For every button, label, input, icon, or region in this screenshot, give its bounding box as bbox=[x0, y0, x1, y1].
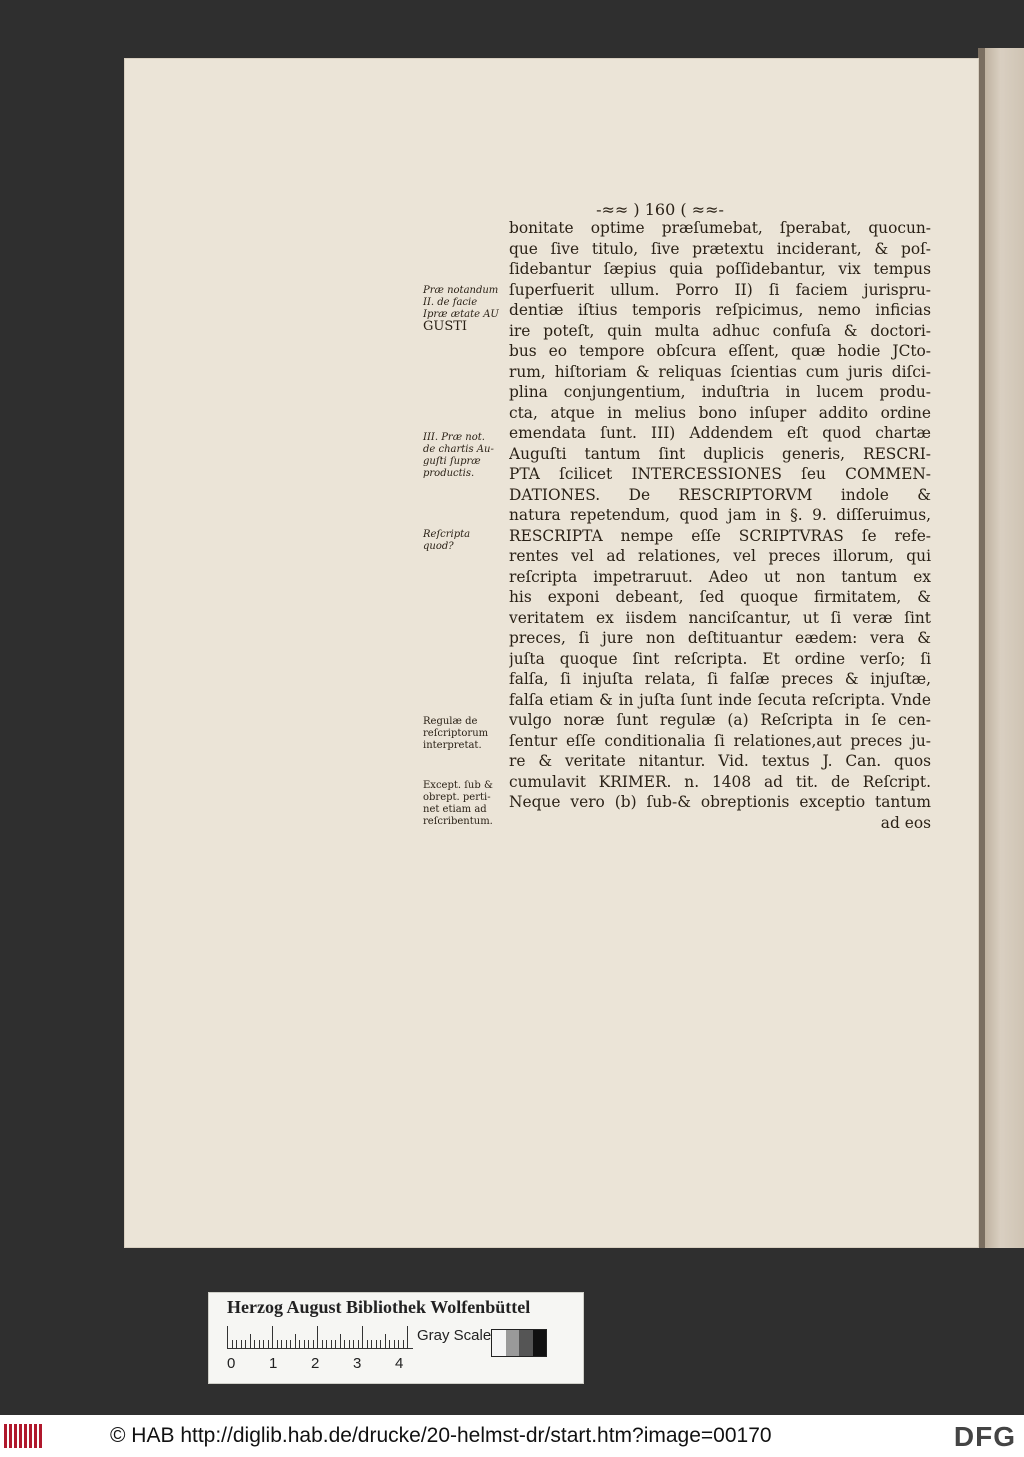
margin-note-line: Ipræ ætate AU bbox=[423, 309, 499, 320]
margin-note-line: reſcriptorum bbox=[423, 728, 489, 739]
ruler-tick bbox=[313, 1340, 314, 1348]
ruler-tick bbox=[358, 1340, 359, 1348]
ruler-tick bbox=[317, 1326, 318, 1348]
ruler-tick bbox=[403, 1340, 404, 1348]
ruler-number: 0 bbox=[227, 1355, 236, 1372]
margin-note-line: quod? bbox=[423, 541, 454, 552]
ruler-tick bbox=[299, 1340, 300, 1348]
ruler-tick bbox=[304, 1340, 305, 1348]
adjacent-page-strip bbox=[985, 48, 1024, 1248]
text-line: his exponi debeant, ſed quoque firmitatem, & bbox=[509, 588, 931, 606]
ruler-number: 1 bbox=[269, 1355, 278, 1372]
ruler-tick bbox=[286, 1340, 287, 1348]
margin-note-line: obrept. perti- bbox=[423, 792, 491, 803]
text-line: natura repetendum, quod jam in §. 9. diſſeruimus, bbox=[509, 506, 931, 524]
text-line: juſta quoque ſint reſcripta. Et ordine verſo; ſi bbox=[509, 649, 931, 668]
text-line: DATIONES. De RESCRIPTORVM indole & bbox=[509, 485, 931, 504]
ruler-tick bbox=[371, 1340, 372, 1348]
text-line: ſentur eſſe conditionalia ſi relationes,aut preces ju- bbox=[509, 731, 931, 750]
ruler-tick bbox=[362, 1326, 363, 1348]
text-line: cumulavit KRIMER. n. 1408 ad tit. de Reſcript. bbox=[509, 772, 931, 791]
ruler-tick bbox=[232, 1340, 233, 1348]
text-line: rentes vel ad relationes, vel preces illorum, qui bbox=[509, 547, 931, 565]
margin-note-line: net etiam ad bbox=[423, 804, 487, 815]
main-text-column bbox=[509, 218, 931, 833]
ruler-number: 3 bbox=[353, 1355, 362, 1372]
gray-scale-label: Gray Scale bbox=[417, 1327, 492, 1344]
text-line: bonitate optime præſumebat, ſperabat, quocun- bbox=[509, 219, 931, 237]
text-line: plina conjungentium, induſtria in lucem produ- bbox=[509, 383, 931, 401]
ruler-tick bbox=[394, 1340, 395, 1348]
ruler-tick bbox=[272, 1326, 273, 1348]
margin-note-line: III. Præ not. bbox=[423, 432, 485, 443]
ruler-number: 2 bbox=[311, 1355, 320, 1372]
ruler-tick bbox=[353, 1340, 354, 1348]
ruler-tick bbox=[254, 1340, 255, 1348]
text-line: Auguſti tantum ſint duplicis generis, RESCRI- bbox=[509, 444, 931, 463]
gray-swatch bbox=[506, 1330, 520, 1356]
margin-note-line: guſti ſupræ bbox=[423, 456, 481, 467]
ruler-tick bbox=[385, 1334, 386, 1348]
margin-note-line: Except. ſub & bbox=[423, 780, 493, 791]
gray-swatch bbox=[519, 1330, 533, 1356]
text-line: ſuperfuerit ullum. Porro II) ſi faciem jurispru- bbox=[509, 280, 931, 299]
text-line: RESCRIPTA nempe eſſe SCRIPTVRAS ſe refe- bbox=[509, 526, 931, 545]
ruler-tick bbox=[263, 1340, 264, 1348]
text-line: re & veritate nitantur. Vid. textus J. Can. quos bbox=[509, 752, 931, 770]
gray-swatch bbox=[492, 1330, 506, 1356]
ruler-tick bbox=[322, 1340, 323, 1348]
text-line: emendata ſunt. III) Addendem eſt quod chartæ bbox=[509, 424, 931, 442]
margin-note-line: interpretat. bbox=[423, 740, 482, 751]
ruler-tick bbox=[295, 1334, 296, 1348]
text-line: ad eos bbox=[880, 813, 931, 832]
margin-note-line: de chartis Au- bbox=[423, 444, 494, 455]
ruler-tick bbox=[407, 1326, 408, 1348]
text-line: ſidebantur ſæpius quia poſſidebantur, vix tempus bbox=[509, 260, 931, 278]
hab-barcode-logo-icon bbox=[4, 1421, 50, 1451]
margin-note-line: reſcribentum. bbox=[423, 816, 493, 827]
margin-note-line: productis. bbox=[423, 468, 475, 479]
dfg-logo: DFG bbox=[953, 1421, 1016, 1452]
library-name: Herzog August Bibliothek Wolfenbüttel bbox=[227, 1297, 531, 1317]
text-line: dentiæ iſtius temporis reſpicimus, nemo inficias bbox=[509, 301, 931, 319]
ruler-tick bbox=[326, 1340, 327, 1348]
ruler-tick bbox=[398, 1340, 399, 1348]
ruler-tick bbox=[349, 1340, 350, 1348]
gray-swatch bbox=[533, 1330, 547, 1356]
ruler-tick bbox=[241, 1340, 242, 1348]
ruler-tick bbox=[389, 1340, 390, 1348]
text-line: Neque vero (b) ſub-& obreptionis exceptio tantum bbox=[509, 793, 931, 811]
margin-note-prae-notandum bbox=[423, 285, 509, 333]
ruler-tick bbox=[376, 1340, 377, 1348]
ruler-tick bbox=[308, 1340, 309, 1348]
margin-note-de-chartis bbox=[423, 432, 509, 480]
ruler-tick bbox=[250, 1334, 251, 1348]
ruler-tick bbox=[331, 1340, 332, 1348]
measurement-ruler bbox=[227, 1325, 413, 1349]
text-line: bus eo tempore obſcura eſſent, quæ hodie JCto- bbox=[509, 342, 931, 360]
ruler-tick bbox=[227, 1326, 228, 1348]
text-line: PTA ſcilicet INTERCESSIONES ſeu COMMEN- bbox=[509, 465, 931, 483]
text-line: preces, ſi jure non deſtituantur eædem: vera & bbox=[509, 629, 931, 647]
ruler-tick bbox=[259, 1340, 260, 1348]
margin-note-regulae bbox=[423, 716, 509, 752]
text-line: falſa etiam & in juſta ſunt inde ſecuta reſcripta. Vnde bbox=[509, 690, 931, 709]
ruler-number: 4 bbox=[395, 1355, 404, 1372]
ruler-tick bbox=[277, 1340, 278, 1348]
ruler-tick bbox=[245, 1340, 246, 1348]
ruler-tick bbox=[367, 1340, 368, 1348]
text-line: reſcripta impetraruut. Adeo ut non tantum ex bbox=[509, 567, 931, 586]
ruler-tick bbox=[290, 1340, 291, 1348]
viewer-footer bbox=[0, 1415, 1024, 1457]
ruler-tick bbox=[335, 1340, 336, 1348]
margin-note-except-sub bbox=[423, 780, 509, 828]
text-line: veritatem ex iisdem nanciſcantur, ut ſi veræ ſint bbox=[509, 608, 931, 627]
margin-note-line: Regulæ de bbox=[423, 716, 478, 727]
text-line: rum, hiſtoriam & reliquas ſcientias cum juris diſci- bbox=[509, 362, 931, 381]
text-line: falſa, ſi injuſta relata, ſi falſæ preces & injuſtæ, bbox=[509, 670, 931, 688]
gray-scale-swatches bbox=[491, 1329, 547, 1357]
margin-note-line: GUSTI bbox=[423, 319, 468, 334]
text-line: vulgo noræ ſunt regulæ (a) Reſcripta in ſe cen- bbox=[509, 711, 931, 729]
margin-note-line: Reſcripta bbox=[423, 529, 471, 540]
ruler-tick bbox=[268, 1340, 269, 1348]
text-line: ire poteſt, quin multa adhuc confuſa & doctori- bbox=[509, 321, 931, 340]
text-line: cta, atque in melius bono inſuper addito ordine bbox=[509, 403, 931, 422]
ruler-tick bbox=[340, 1334, 341, 1348]
color-calibration-card bbox=[208, 1292, 584, 1384]
running-head: -≈≈ ) 160 ( ≈≈- bbox=[596, 200, 724, 219]
ruler-tick bbox=[380, 1340, 381, 1348]
text-line: que ſive titulo, ſive prætextu inciderant, & poſ- bbox=[509, 239, 931, 258]
margin-note-line: Præ notandum bbox=[423, 285, 499, 296]
ruler-tick bbox=[344, 1340, 345, 1348]
margin-note-rescripta-quod bbox=[423, 529, 509, 553]
copyright-url[interactable]: © HAB http://diglib.hab.de/drucke/20-helmst-dr/start.htm?image=00170 bbox=[110, 1424, 772, 1447]
ruler-tick bbox=[236, 1340, 237, 1348]
margin-note-line: II. de facie bbox=[423, 297, 478, 308]
ruler-tick bbox=[281, 1340, 282, 1348]
